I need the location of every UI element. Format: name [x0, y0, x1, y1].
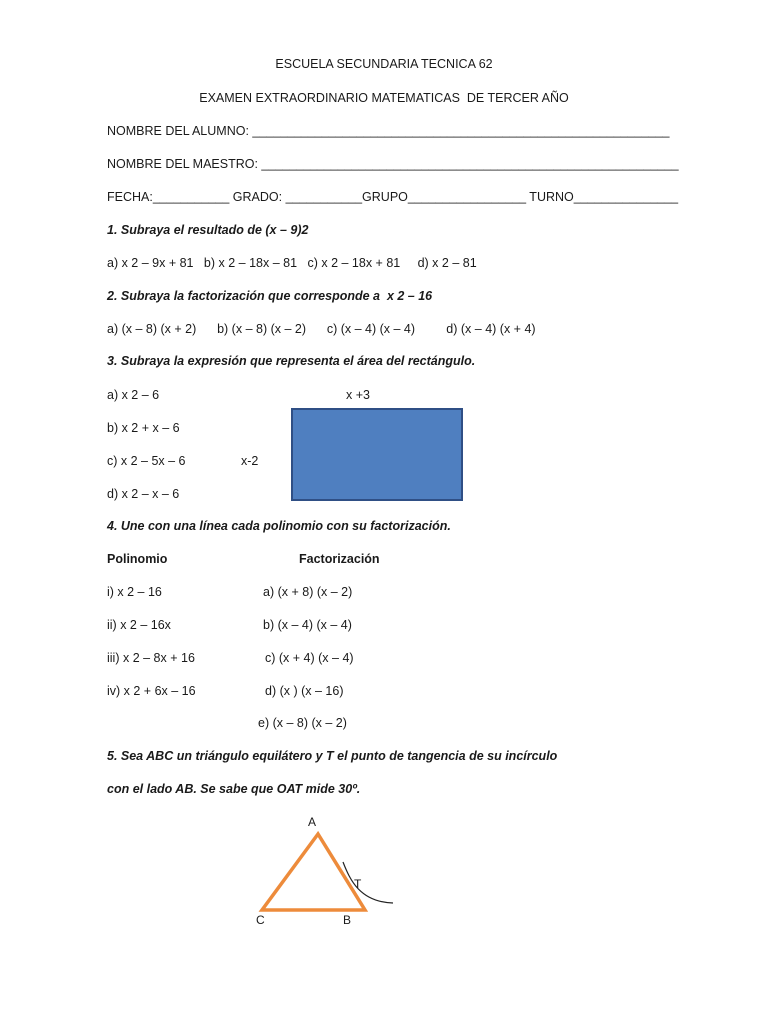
- polynomial-i: i) x 2 – 16: [107, 585, 162, 599]
- factorization-b: b) (x – 4) (x – 4): [263, 618, 352, 632]
- factorization-d: d) (x ) (x – 16): [265, 684, 344, 698]
- factorization-column-header: Factorización: [299, 552, 380, 566]
- date-grade-group-shift-field: FECHA:___________ GRADO: ___________GRUPO_________________ TURNO_______________: [107, 190, 679, 204]
- equilateral-triangle-figure: [240, 810, 410, 935]
- question-2-prompt: 2. Subraya la factorización que corresponde a x 2 – 16: [107, 289, 433, 303]
- polynomial-iv: iv) x 2 + 6x – 16: [107, 684, 196, 698]
- polynomial-ii: ii) x 2 – 16x: [107, 618, 171, 632]
- question-1-options: a) x 2 – 9x + 81 b) x 2 – 18x – 81 c) x 2 – 18x + 81 d) x 2 – 81: [107, 256, 477, 270]
- incircle-arc: [343, 862, 393, 903]
- triangle-abc: [262, 834, 365, 910]
- student-name-field: NOMBRE DEL ALUMNO: ____________________________________________________________: [107, 124, 670, 138]
- question-5-prompt-line-1: 5. Sea ABC un triángulo equilátero y T el punto de tangencia de su incírculo: [107, 749, 558, 763]
- factorization-c: c) (x + 4) (x – 4): [265, 651, 354, 665]
- vertex-c-label: C: [256, 913, 265, 927]
- question-2-options: a) (x – 8) (x + 2) b) (x – 8) (x – 2) c) (x – 4) (x – 4) d) (x – 4) (x + 4): [107, 322, 536, 336]
- school-name: ESCUELA SECUNDARIA TECNICA 62: [275, 57, 493, 71]
- rectangle-height-label: x-2: [241, 454, 259, 468]
- question-3-prompt: 3. Subraya la expresión que representa el área del rectángulo.: [107, 354, 476, 368]
- question-5-prompt-line-2: con el lado AB. Se sabe que OAT mide 30º.: [107, 782, 361, 796]
- vertex-a-label: A: [308, 815, 317, 829]
- rectangle-width-label: x +3: [346, 388, 370, 402]
- question-3-option-c: c) x 2 – 5x – 6: [107, 454, 186, 468]
- tangency-point-t-label: T: [354, 877, 362, 891]
- question-4-prompt: 4. Une con una línea cada polinomio con su factorización.: [107, 519, 451, 533]
- teacher-name-field: NOMBRE DEL MAESTRO: ____________________________________________________________: [107, 157, 679, 171]
- factorization-a: a) (x + 8) (x – 2): [263, 585, 353, 599]
- question-3-option-a: a) x 2 – 6: [107, 388, 160, 402]
- question-1-prompt: 1. Subraya el resultado de (x – 9)2: [107, 223, 309, 237]
- vertex-b-label: B: [343, 913, 352, 927]
- polynomial-iii: iii) x 2 – 8x + 16: [107, 651, 195, 665]
- rectangle-figure: [291, 408, 463, 501]
- question-3-option-b: b) x 2 + x – 6: [107, 421, 180, 435]
- question-3-option-d: d) x 2 – x – 6: [107, 487, 180, 501]
- polynomial-column-header: Polinomio: [107, 552, 168, 566]
- factorization-e: e) (x – 8) (x – 2): [258, 716, 347, 730]
- exam-title: EXAMEN EXTRAORDINARIO MATEMATICAS DE TERCER AÑO: [199, 91, 569, 105]
